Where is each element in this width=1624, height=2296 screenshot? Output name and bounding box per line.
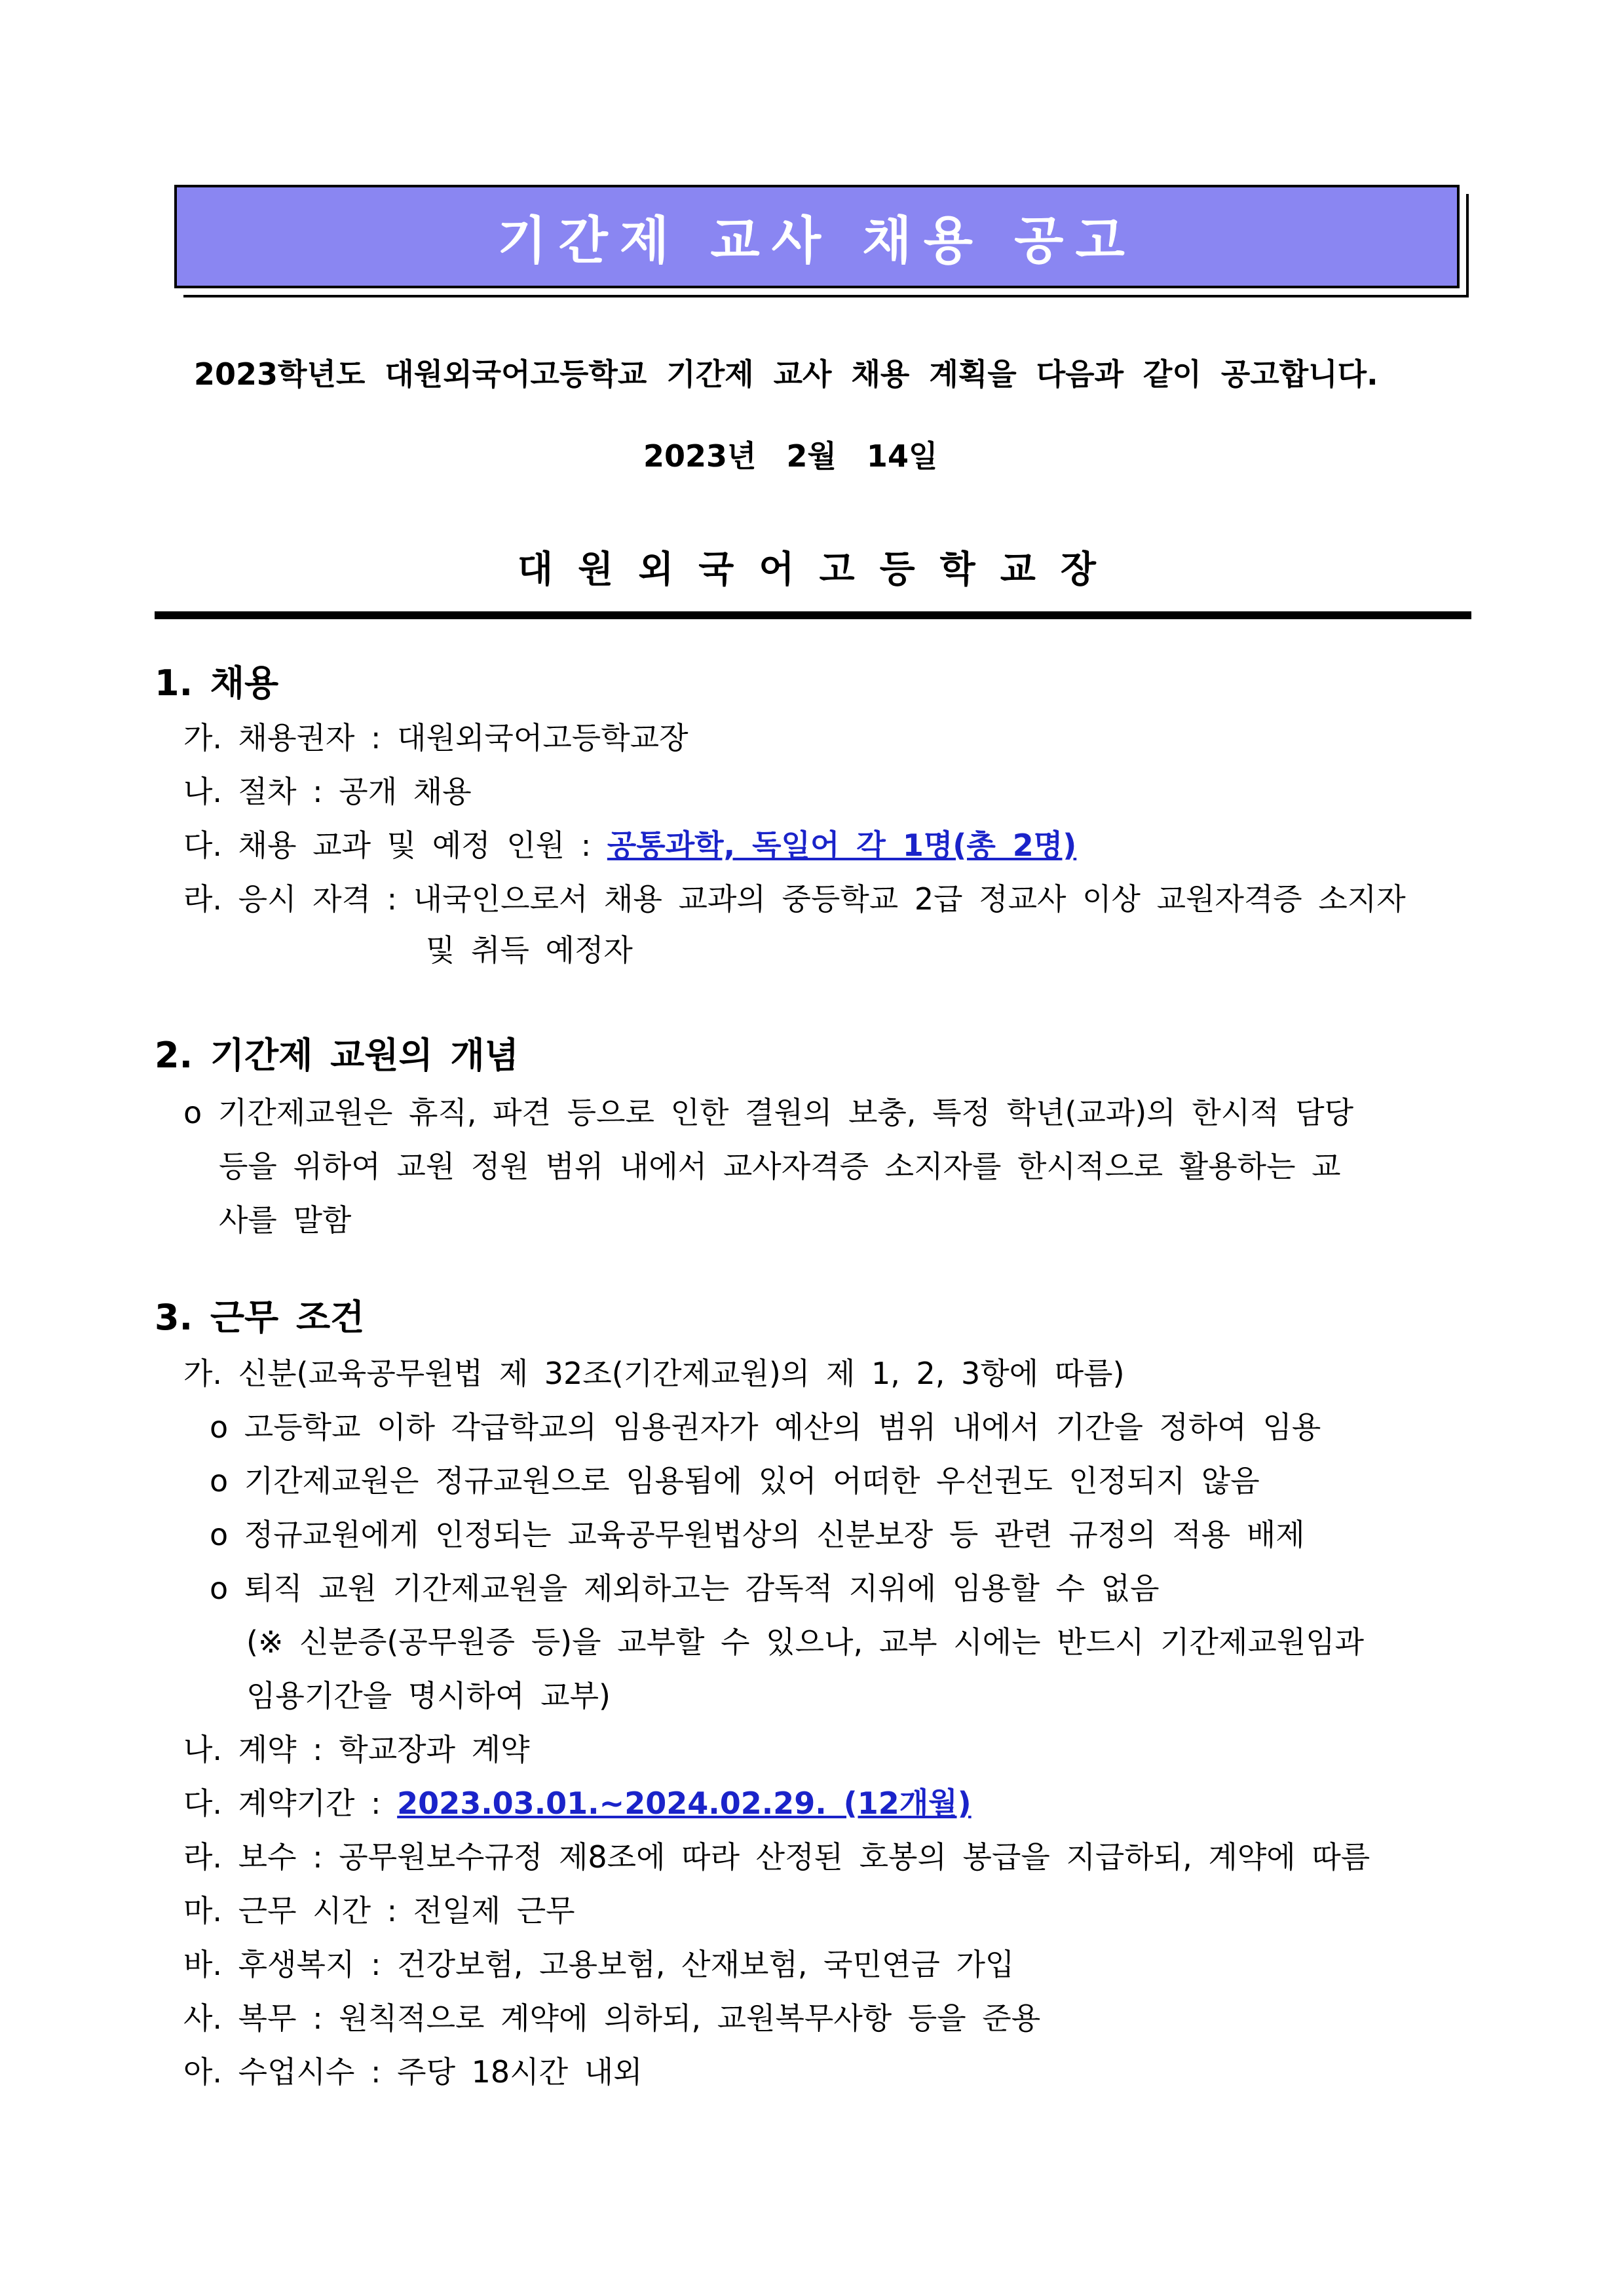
- sec3-bullet-3: o 정규교원에게 인정되는 교육공무원법상의 신분보장 등 관련 규정의 적용 배제: [210, 1517, 1305, 1552]
- section-2-heading: 2. 기간제 교원의 개념: [155, 1035, 519, 1076]
- section-3-heading: 3. 근무 조건: [155, 1297, 365, 1338]
- sec2-line-2: 등을 위하여 교원 정원 범위 내에서 교사자격증 소지자를 한시적으로 활용하는 교: [219, 1149, 1341, 1184]
- sec3-item-c-label: 다. 계약기간 :: [183, 1786, 398, 1821]
- contract-period: 2023.03.01.~2024.02.29. (12개월): [397, 1786, 972, 1821]
- sec3-bullet-2: o 기간제교원은 정규교원으로 임용됨에 있어 어떠한 우선권도 인정되지 않음: [210, 1463, 1260, 1499]
- sec3-item-d: 라. 보수 : 공무원보수규정 제8조에 따라 산정된 호봉의 봉급을 지급하되, 계약에 따름: [183, 1839, 1370, 1875]
- sec1-item-a: 가. 채용권자 : 대원외국어고등학교장: [183, 720, 689, 756]
- sec3-item-e: 마. 근무 시간 : 전일제 근무: [183, 1893, 575, 1928]
- sec1-item-d-cont: 및 취득 예정자: [426, 932, 633, 968]
- sec3-item-f: 바. 후생복지 : 건강보험, 고용보험, 산재보험, 국민연금 가입: [183, 1947, 1015, 1982]
- sec1-item-c-label: 다. 채용 교과 및 예정 인원 :: [183, 828, 607, 863]
- sec3-item-g: 사. 복무 : 원칙적으로 계약에 의하되, 교원복무사항 등을 준용: [183, 2000, 1041, 2036]
- notice-title-box: [174, 185, 1460, 288]
- sec1-item-d: 라. 응시 자격 : 내국인으로서 채용 교과의 중등학교 2급 정교사 이상 교원자격증 소지자: [183, 881, 1406, 917]
- sec3-item-h: 아. 수업시수 : 주당 18시간 내외: [183, 2054, 643, 2090]
- recruit-subjects: 공통과학, 독일어 각 1명(총 2명): [607, 828, 1077, 863]
- sec1-item-b: 나. 절차 : 공개 채용: [183, 774, 472, 809]
- sec3-item-a: 가. 신분(교육공무원법 제 32조(기간제교원)의 제 1, 2, 3항에 따름): [183, 1356, 1125, 1391]
- sec3-note-2: 임용기간을 명시하여 교부): [246, 1678, 611, 1713]
- signer: 대원외국어고등학교장: [518, 548, 1121, 591]
- sec3-item-b: 나. 계약 : 학교장과 계약: [183, 1732, 530, 1767]
- notice-date: 2023년 2월 14일: [643, 438, 938, 474]
- notice-title: 기간제 교사 채용 공고: [497, 212, 1137, 271]
- intro-text: 2023학년도 대원외국어고등학교 기간제 교사 채용 계획을 다음과 같이 공고합니다.: [194, 356, 1378, 392]
- sec3-item-c: [183, 1780, 972, 1823]
- sec2-line-1: o 기간제교원은 휴직, 파견 등으로 인한 결원의 보충, 특정 학년(교과)의 한시적 담당: [183, 1095, 1354, 1130]
- sec3-bullet-4: o 퇴직 교원 기간제교원을 제외하고는 감독적 지위에 임용할 수 없음: [210, 1571, 1160, 1606]
- section-1-heading: 1. 채용: [155, 662, 279, 704]
- sec1-item-c: [183, 822, 1076, 865]
- divider: [155, 611, 1471, 619]
- sec3-bullet-1: o 고등학교 이하 각급학교의 임용권자가 예산의 범위 내에서 기간을 정하여 임용: [210, 1409, 1321, 1445]
- sec3-note-1: (※ 신분증(공무원증 등)을 교부할 수 있으나, 교부 시에는 반드시 기간제교원임과: [246, 1624, 1365, 1660]
- sec2-line-3: 사를 말함: [219, 1202, 352, 1238]
